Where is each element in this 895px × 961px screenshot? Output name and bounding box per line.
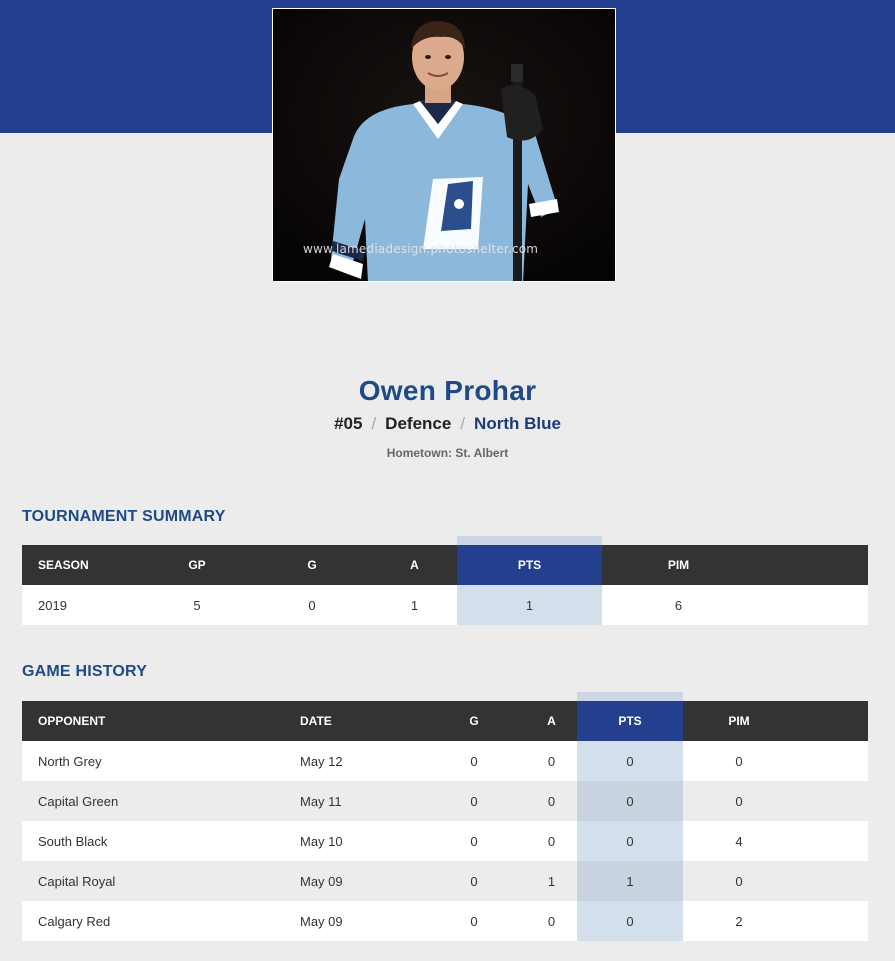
cell-empty — [755, 585, 868, 625]
cell-pts: 0 — [577, 781, 683, 821]
game-history-title: GAME HISTORY — [22, 663, 148, 680]
cell-a: 1 — [526, 861, 577, 901]
column-header-empty — [795, 701, 868, 741]
cell-date: May 09 — [282, 901, 422, 941]
cell-pim: 2 — [683, 901, 795, 941]
cell-pts: 0 — [577, 901, 683, 941]
column-header-empty — [755, 545, 868, 585]
meta-separator: / — [460, 414, 466, 433]
cell-a: 0 — [526, 741, 577, 781]
cell-pts: 1 — [457, 585, 602, 625]
cell-empty — [795, 901, 868, 941]
table-row — [22, 781, 868, 821]
cell-gp: 5 — [142, 585, 252, 625]
cell-season: 2019 — [22, 585, 142, 625]
tournament-summary-title: TOURNAMENT SUMMARY — [22, 508, 226, 525]
column-header: DATE — [282, 701, 422, 741]
cell-opponent: North Grey — [22, 741, 282, 781]
table-header-row — [22, 545, 868, 585]
cell-pim: 6 — [602, 585, 755, 625]
column-header: G — [252, 545, 372, 585]
table-row — [22, 585, 868, 625]
column-header: SEASON — [22, 545, 142, 585]
player-number: #05 — [334, 414, 363, 433]
cell-opponent: Capital Green — [22, 781, 282, 821]
cell-pim: 0 — [683, 861, 795, 901]
cell-empty — [795, 741, 868, 781]
cell-empty — [795, 861, 868, 901]
table-row — [22, 861, 868, 901]
player-position: Defence — [385, 414, 452, 433]
cell-g: 0 — [422, 821, 526, 861]
column-header-highlighted: PTS — [577, 701, 683, 741]
table-row — [22, 741, 868, 781]
cell-pts: 1 — [577, 861, 683, 901]
game-history-table — [22, 701, 868, 941]
table-row — [22, 901, 868, 941]
cell-opponent: Calgary Red — [22, 901, 282, 941]
column-header: A — [526, 701, 577, 741]
column-header: PIM — [602, 545, 755, 585]
cell-empty — [795, 821, 868, 861]
player-meta — [0, 414, 895, 434]
column-header: OPPONENT — [22, 701, 282, 741]
cell-a: 0 — [526, 821, 577, 861]
cell-a: 1 — [372, 585, 457, 625]
cell-g: 0 — [422, 741, 526, 781]
cell-empty — [795, 781, 868, 821]
cell-pim: 0 — [683, 741, 795, 781]
column-header: G — [422, 701, 526, 741]
column-header-highlighted: PTS — [457, 545, 602, 585]
table-row — [22, 821, 868, 861]
cell-opponent: Capital Royal — [22, 861, 282, 901]
cell-a: 0 — [526, 781, 577, 821]
cell-pts: 0 — [577, 821, 683, 861]
cell-pim: 0 — [683, 781, 795, 821]
cell-date: May 12 — [282, 741, 422, 781]
meta-separator: / — [371, 414, 377, 433]
player-photo — [272, 8, 616, 282]
cell-a: 0 — [526, 901, 577, 941]
column-header: GP — [142, 545, 252, 585]
cell-pim: 4 — [683, 821, 795, 861]
cell-date: May 10 — [282, 821, 422, 861]
player-hometown: Hometown: St. Albert — [386, 446, 509, 460]
table-header-row — [22, 701, 868, 741]
cell-g: 0 — [422, 781, 526, 821]
cell-opponent: South Black — [22, 821, 282, 861]
cell-g: 0 — [252, 585, 372, 625]
cell-g: 0 — [422, 861, 526, 901]
photo-watermark: www.lamediadesign.photoshelter.com — [303, 242, 539, 256]
player-team-link[interactable]: North Blue — [474, 414, 561, 433]
column-header: PIM — [683, 701, 795, 741]
cell-date: May 09 — [282, 861, 422, 901]
column-header: A — [372, 545, 457, 585]
cell-pts: 0 — [577, 741, 683, 781]
tournament-summary-table — [22, 545, 868, 625]
cell-g: 0 — [422, 901, 526, 941]
cell-date: May 11 — [282, 781, 422, 821]
player-name: Owen Prohar — [358, 375, 537, 406]
